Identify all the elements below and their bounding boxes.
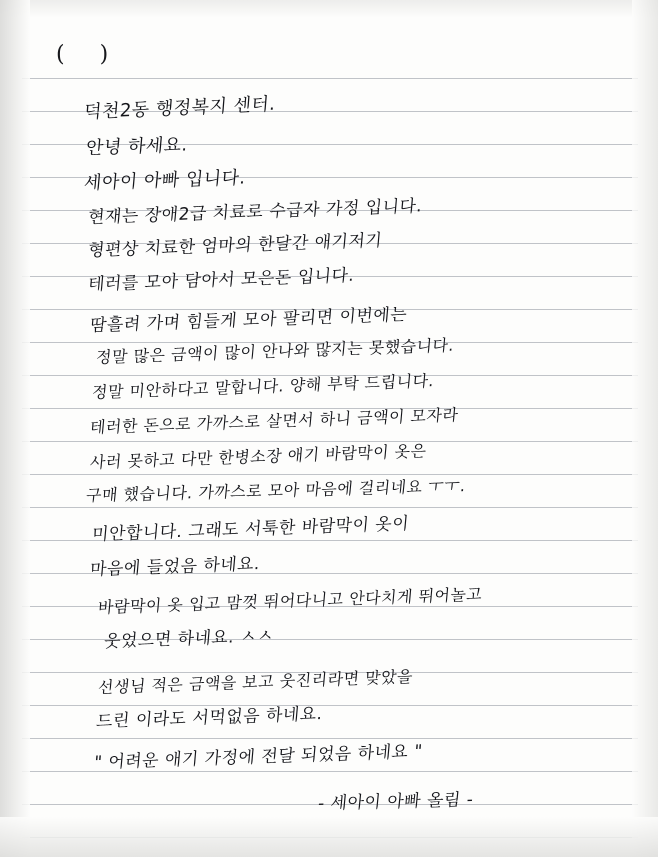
letter-line-5: 형편상 치료한 엄마의 한달간 애기저기 (87, 230, 384, 262)
letter-line-4: 현재는 장애2급 치료로 수급자 가정 입니다. (87, 196, 424, 229)
letter-line-6: 테러를 모아 담아서 모은돈 입니다. (87, 265, 356, 296)
letter-line-16: 웃었으면 하네요. ㅅㅅ (103, 626, 275, 653)
letter-line-14: 마음에 들었음 하네요. (89, 554, 261, 581)
letter-signature: - 세아이 아빠 올림 - (317, 789, 475, 815)
letter-line-12: 구매 했습니다. 가까스로 모아 마음에 걸리네요 ㅜㅜ. (85, 476, 467, 506)
letter-quote-line: " 어려운 애기 가정에 전달 되었음 하네요 " (93, 741, 424, 774)
letter-line-1: 덕천2동 행정복지 센터. (83, 93, 277, 124)
letter-line-11: 사러 못하고 다만 한병소장 애기 바람막이 옷은 (89, 441, 428, 473)
letter-line-15: 바람막이 옷 입고 맘껏 뛰어다니고 안다치게 뛰어놀고 (97, 584, 484, 618)
letter-line-18: 드린 이라도 서먹없음 하네요. (95, 704, 324, 733)
letter-line-8: 정말 많은 금액이 많이 안나와 많지는 못했습니다. (95, 335, 455, 368)
letter-line-9: 정말 미안하다고 말합니다. 양해 부탁 드립니다. (91, 371, 435, 403)
header-paren-mark: ( ) (56, 42, 123, 67)
letter-line-17: 선생님 적은 금액을 보고 웃진리라면 맞았을 (97, 666, 414, 698)
letter-line-7: 땀흘려 가며 힘들게 모아 팔리면 이번에는 (89, 304, 408, 337)
letter-line-2: 안녕 하세요. (85, 134, 189, 160)
letter-line-3: 세아이 아빠 입니다. (83, 167, 247, 195)
letter-line-13: 미안합니다. 그래도 서툭한 바람막이 옷이 (91, 513, 410, 546)
letter-line-10: 테러한 돈으로 가까스로 살면서 하니 금액이 모자라 (89, 405, 460, 438)
